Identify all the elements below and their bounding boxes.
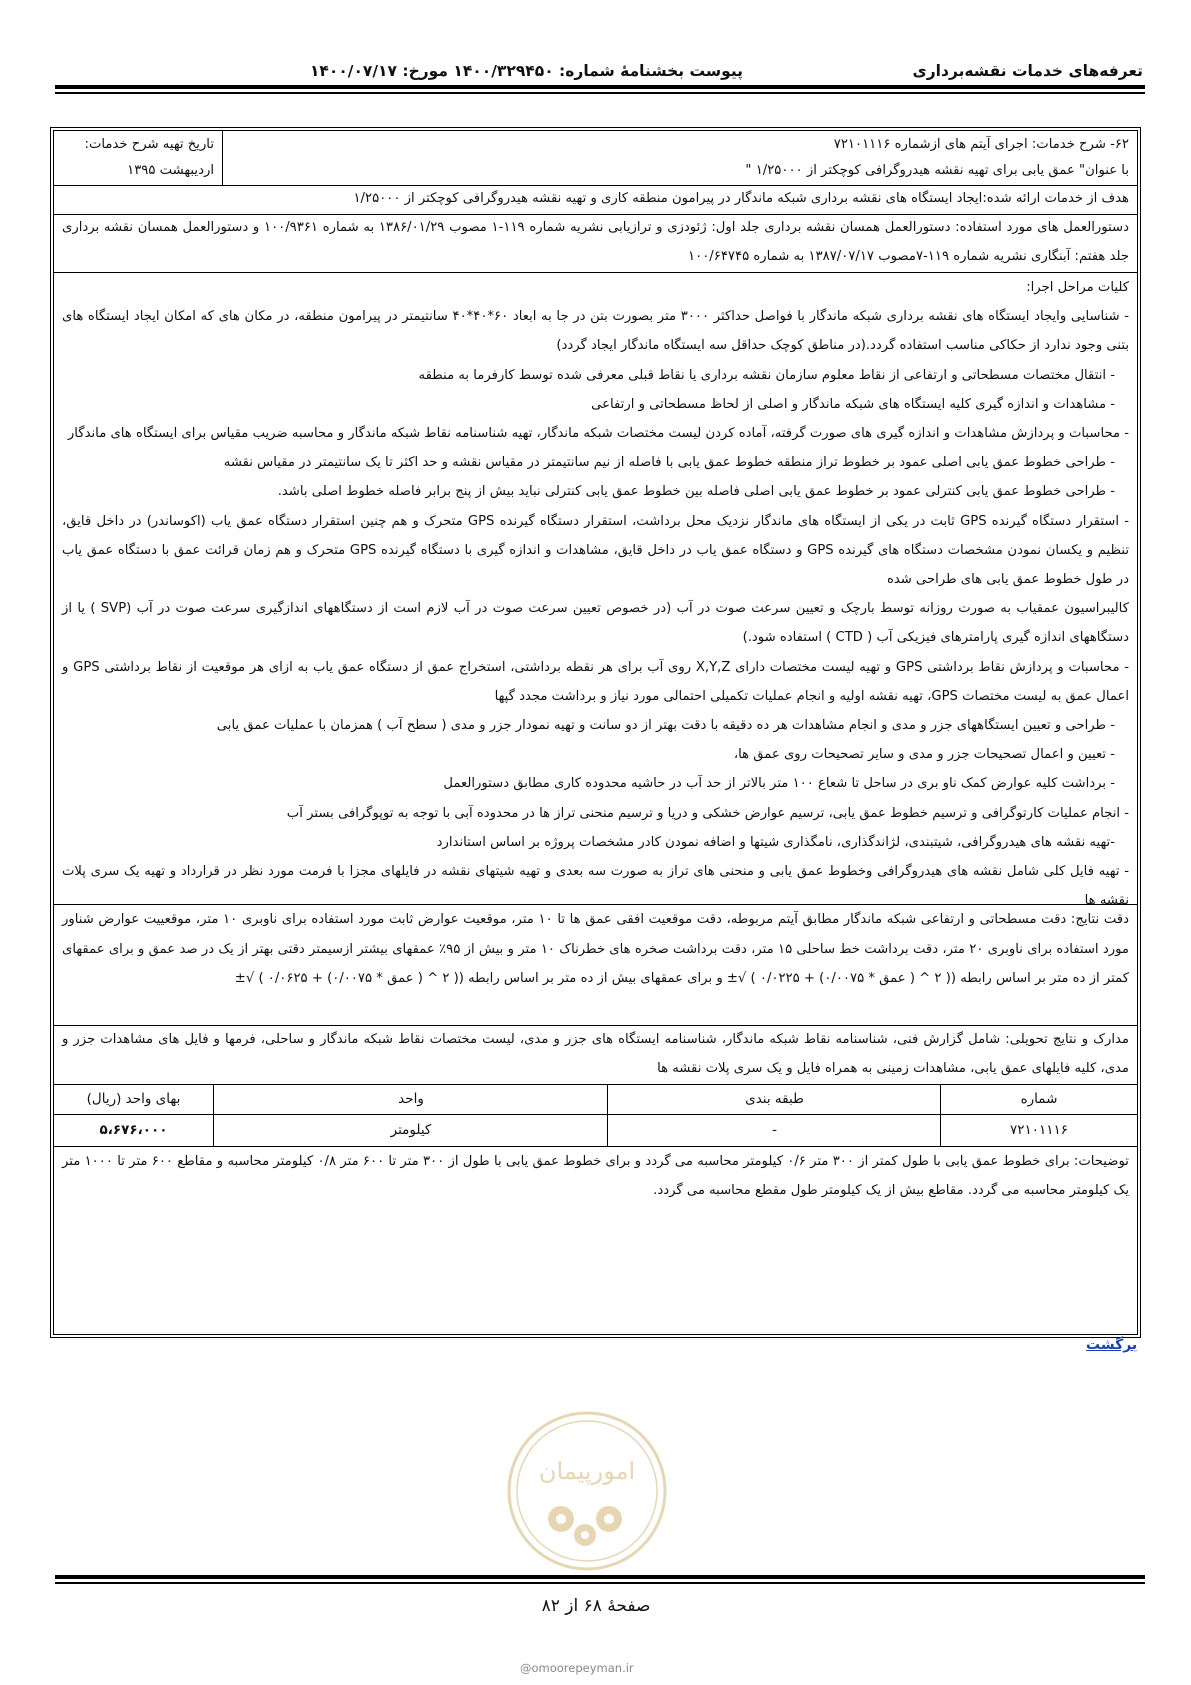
accuracy-row — [54, 904, 1137, 1026]
service-line-1: ۶۲- شرح خدمات: اجرای آیتم های ازشماره ۷۲۱۰۱۱۱۶ — [833, 137, 1129, 152]
steps-title: کلیات مراحل اجرا: — [1026, 280, 1129, 295]
footer-rule-thin — [55, 1582, 1145, 1584]
circular-reference: پیوست بخشنامهٔ شماره: ۱۴۰۰/۳۲۹۴۵۰ مورخ: ۱۴۰۰/۰۷/۱۷ — [309, 62, 743, 80]
step-item: کالیبراسیون عمقیاب به صورت روزانه توسط بارچک و تعیین سرعت صوت در آب (در خصوص تعیین سرعت صوت در آب لازم است از دستگاههای اندازگیری سرعت صوت در آب (SVP ) یا از دستگاههای اندازه گیری پارامترهای فیزیکی آب ( CTD ) استفاده شود.) — [62, 601, 1129, 646]
header-price: بهای واحد (ریال) — [86, 1091, 181, 1107]
footer-rule — [55, 1575, 1145, 1579]
deliverables-text: مدارک و نتایج تحویلی: شامل گزارش فنی، شناسنامه نقاط شبکه ماندگار، شناسنامه ایستگاه های جزر و مدی، لیست مختصات نقاط شبکه ماندگار و ساحلی، فرمها و فایل های مشاهدات جزر و مدی، کلیه فایلهای عمق یابی، مشاهدات زمینی به همراه فایل و یک سری پلات نقشه ها — [62, 1032, 1129, 1076]
step-item: -تهیه نقشه های هیدروگرافی، شیتبندی، لژاندگذاری، نامگذاری شیتها و اضافه نمودن کادر مشخصات پروژه بر اساس استاندارد — [436, 834, 1115, 850]
back-link[interactable]: برگشت — [1086, 1337, 1138, 1353]
notes-row — [54, 1146, 1137, 1334]
watermark-seal-icon — [505, 1409, 670, 1574]
item-price: ۵،۶۷۶،۰۰۰ — [99, 1122, 168, 1138]
watermark-text: امورپیمان — [538, 1457, 636, 1485]
price-table-header — [54, 1084, 1137, 1115]
header-number: شماره — [940, 1084, 1137, 1114]
step-item: - محاسبات و پردازش نقاط برداشتی GPS و تهیه لیست مختصات دارای X,Y,Z روی آب برای هر نقطه برداشتی، استخراج عمق از دستگاه عمق یاب به ازای هر موقعیت از نقاط برداشتی GPS و اعمال عمق به لیست مختصات GPS، تهیه نقشه اولیه و انجام عملیات تکمیلی احتمالی مورد نیاز و برداشت مجدد گپها — [62, 659, 1129, 704]
price-table-row — [54, 1114, 1137, 1147]
service-title-cell — [222, 131, 1137, 185]
step-item: - برداشت کلیه عوارض کمک ناو بری در ساحل تا شعاع ۱۰۰ متر بالاتر از حد آب در حاشیه محدوده کاری مطابق دستورالعمل — [443, 776, 1115, 792]
step-item: - تعیین و اعمال تصحیحات جزر و مدی و سایر تصحیحات روی عمق ها، — [733, 747, 1115, 763]
header-category: طبقه بندی — [607, 1084, 941, 1114]
step-item: - تهیه فایل کلی شامل نقشه های هیدروگرافی وخطوط عمق یابی و منحنی های تراز به صورت سه بعدی و تهیه شیتهای نقشه در فایلهای مجزا با فرمت مورد نظر در قرارداد و تهیه یک سری پلات نقشه ها — [62, 864, 1129, 909]
goal-row — [54, 185, 1137, 215]
deliverables-row — [54, 1025, 1137, 1085]
step-item: - محاسبات و پردازش مشاهدات و اندازه گیری های صورت گرفته، آماده کردن لیست مختصات شبکه ماندگار، تهیه شناسنامه نقاط شبکه ماندگار و محاسبه ضریب مقیاس برای ایستگاه های ماندگار — [67, 426, 1129, 442]
step-item: - طراحی خطوط عمق یابی کنترلی عمود بر خطوط عمق یابی اصلی فاصله بین خطوط عمق یابی کنترلی نباید بیش از پنج برابر فاصله خطوط اصلی باشد. — [277, 484, 1115, 500]
steps-row — [54, 272, 1137, 909]
date-label: تاریخ تهیه شرح خدمات: — [84, 137, 214, 152]
step-item: - انجام عملیات کارتوگرافی و ترسیم خطوط عمق یابی، ترسیم عوارض خشکی و دریا و ترسیم منحنی تراز ها در محدوده آبی با توجه به توپوگرافی بستر آب — [286, 805, 1129, 821]
accuracy-text: دقت نتایج: دقت مسطحاتی و ارتفاعی شبکه ماندگار مطابق آیتم مربوطه، دقت موقعیت افقی عمق ها تا ۱۰ متر، موقعیت عوارض ثابت مورد استفاده برای ناوبری ۱۰ متر، موقعییت عوارض شناور مورد استفاده برای ناوبری ۲۰ متر، دقت برداشت خط ساحلی ۱۵ متر، دقت برداشت صخره های خطرناک ۱۰ متر و بیش از ۹۵٪ عمقهای بیشتر ازسیمتر دقتی بهتر از یک در صد عمق و برای عمقهای کمتر از ده متر بر اساس رابطه (( ۲ ^ ( عمق * ۰/۰۰۷۵) + ۰/۰۲۲۵ ) √± و برای عمقهای بیش از ده متر بر اساس رابطه (( ۲ ^ ( عمق * ۰/۰۰۷۵) + ۰/۰۶۲۵ ) √± — [62, 912, 1129, 986]
goal-text: هدف از خدمات ارائه شده:ایجاد ایستگاه های نقشه برداری شبکه ماندگار در پیرامون منطقه کاری و تهیه نقشه هیدروگرافی کوچکتر از ۱/۲۵۰۰۰ — [353, 191, 1129, 206]
service-description-table — [53, 130, 1138, 1335]
page-header — [58, 58, 1143, 88]
service-date-cell — [54, 131, 222, 185]
step-item: - انتقال مختصات مسطحاتی و ارتفاعی از نقاط معلوم سازمان نقشه برداری یا نقاط قبلی معرفی شده توسط کارفرما به منطقه — [418, 367, 1115, 383]
notes-text: توضیحات: برای خطوط عمق یابی با طول کمتر از ۳۰۰ متر ۰/۶ کیلومتر محاسبه می گردد و برای خطوط عمق یابی با طول از ۳۰۰ متر تا ۶۰۰ متر ۰/۸ کیلومتر محاسبه و مقاطع ۶۰۰ متر تا ۱۰۰۰ متر یک کیلومتر محاسبه می گردد. مقاطع بیش از یک کیلومتر طول مقطع محاسبه می گردد. — [62, 1154, 1129, 1198]
page-number: صفحهٔ ۶۸ از ۸۲ — [541, 1596, 651, 1616]
header-rule-thin — [55, 92, 1145, 94]
steps-list — [54, 272, 1137, 915]
header-rule — [55, 85, 1145, 89]
site-url: @omoorepeyman.ir — [520, 1661, 634, 1675]
step-item: - طراحی و تعیین ایستگاههای جزر و مدی و انجام مشاهدات هر ده دقیقه با دقت بهتر از دو سانت و تهیه نمودار جزر و مدی ( سطح آب ) همزمان با عملیات عمق یابی — [216, 718, 1115, 734]
document-title: تعرفه‌های خدمات نقشه‌برداری — [912, 62, 1143, 80]
step-item: - مشاهدات و اندازه گیری کلیه ایستگاه های شبکه ماندگار و اصلی از لحاظ مسطحاتی و ارتفاعی — [591, 396, 1115, 412]
service-row — [54, 131, 1137, 186]
item-unit: کیلومتر — [213, 1114, 608, 1146]
manuals-text: دستورالعمل های مورد استفاده: دستورالعمل همسان نقشه برداری جلد اول: ژئودزی و ترازیابی نشریه شماره ۱۱۹-۱ مصوب ۱۳۸۶/۰۱/۲۹ به شماره ۱۰۰/۹۳۶۱ و دستورالعمل همسان نقشه برداری جلد هفتم: آبنگاری نشریه شماره ۱۱۹-۷مصوب ۱۳۸۷/۰۷/۱۷ به شماره ۱۰۰/۶۴۷۴۵ — [62, 220, 1129, 264]
step-item: - طراحی خطوط عمق یابی اصلی عمود بر خطوط تراز منطقه خطوط عمق یابی با فاصله از نیم سانتیمتر در مقیاس نقشه و حد اکثر تا یک سانتیمتر در مقیاس نقشه — [223, 455, 1115, 471]
step-item: - شناسایی وایجاد ایستگاه های نقشه برداری شبکه ماندگار با فواصل حداکثر ۳۰۰۰ متر بصورت بتن در جا به ابعاد ۶۰*۴۰*۴۰ سانتیمتر در پیرامون منطقه، در مکان های که امکان ایجاد ایستگاه های بتنی وجود ندارد از حکاکی مناسب استفاده گردد.(در مناطق کوچک حداقل سه ایستگاه ماندگار ایجاد گردد) — [62, 309, 1130, 354]
step-item: - استقرار دستگاه گیرنده GPS ثابت در یکی از ایستگاه های ماندگار نزدیک محل برداشت، استقرار دستگاه گیرنده GPS متحرک و هم چنین استقرار دستگاه عمق یاب (اکوساندر) در داخل قایق، تنظیم و یکسان نمودن مشخصات دستگاه های گیرنده GPS و دستگاه عمق یاب در داخل قایق، مشاهدات و اندازه گیری با دستگاه گیرنده GPS متحرک و هم زمان قرائت عمق با دستگاه عمق یاب در طول خطوط عمق یابی های طراحی شده — [62, 513, 1129, 588]
header-unit: واحد — [213, 1084, 608, 1114]
manuals-row — [54, 214, 1137, 273]
date-value: اردیبهشت ۱۳۹۵ — [127, 163, 214, 178]
item-category: - — [607, 1114, 941, 1146]
service-line-2: با عنوان" عمق یابی برای تهیه نقشه هیدروگرافی کوچکتر از ۱/۲۵۰۰۰ " — [745, 163, 1129, 178]
item-number: ۷۲۱۰۱۱۱۶ — [940, 1114, 1137, 1146]
